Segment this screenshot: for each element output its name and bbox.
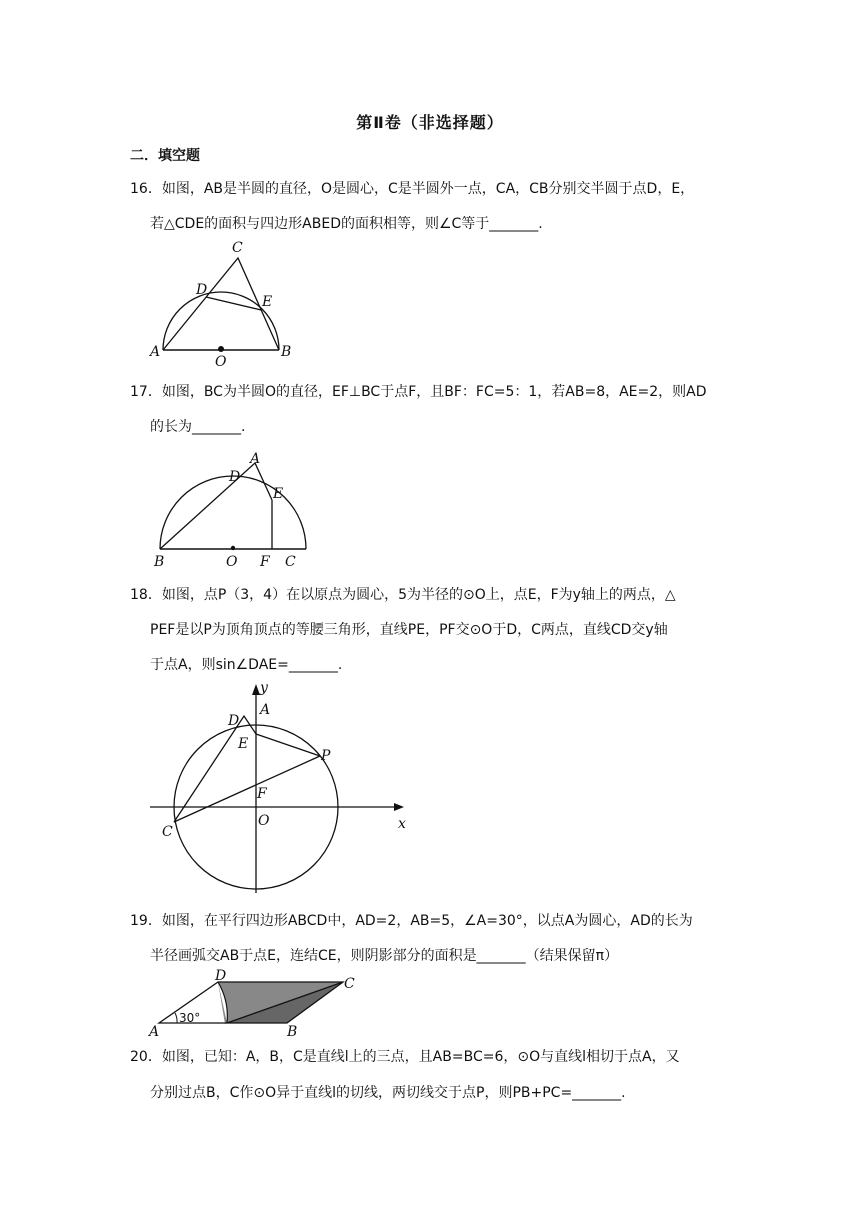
label-d: D <box>215 968 227 984</box>
question-16-line-1 <box>130 180 694 198</box>
figure-18 <box>140 678 420 898</box>
figure-19 <box>145 968 370 1038</box>
question-text: 如图，已知：A，B，C是直线l上的三点，且AB=BC=6，⊙O与直线l相切于点A，又 <box>161 1049 680 1065</box>
center-point <box>231 546 235 550</box>
question-number: 19． <box>130 913 162 929</box>
label-p: P <box>321 748 331 764</box>
question-text: 如图，AB是半圆的直径，O是圆心，C是半圆外一点，CA，CB分别交半圆于点D，E， <box>161 181 695 197</box>
question-19-line-1 <box>130 912 693 930</box>
label-c: C <box>285 554 296 570</box>
angle-arc <box>175 1013 177 1023</box>
label-e: E <box>262 294 273 310</box>
label-c: C <box>232 240 243 256</box>
label-a: A <box>260 702 271 718</box>
label-b: B <box>154 554 165 570</box>
y-axis-arrow <box>252 684 260 695</box>
label-x: x <box>398 816 406 832</box>
figure-17 <box>145 448 315 573</box>
label-o: O <box>258 813 270 829</box>
label-d: D <box>196 282 208 298</box>
label-a: A <box>150 344 161 360</box>
label-d: D <box>228 713 240 729</box>
label-d: D <box>229 469 241 485</box>
semicircle-arc <box>160 476 306 549</box>
question-20-line-1 <box>130 1048 680 1066</box>
question-17-line-2: 的长为_______. <box>150 419 246 435</box>
question-19-line-2: 半径画弧交AB于点E，连结CE，则阴影部分的面积是_______（结果保留π） <box>150 948 619 964</box>
section-heading: 二．填空题 <box>130 148 200 164</box>
label-b: B <box>287 1024 298 1040</box>
lines-cd-de <box>174 716 256 822</box>
question-18-line-1 <box>130 586 676 604</box>
page-title: 第Ⅱ卷（非选择题） <box>356 113 504 132</box>
label-angle: 30° <box>179 1011 201 1025</box>
label-o: O <box>226 554 238 570</box>
segment-de <box>206 297 261 310</box>
question-17-line-1 <box>130 383 707 401</box>
label-b: B <box>281 344 292 360</box>
question-number: 20． <box>130 1049 162 1065</box>
question-number: 16． <box>130 181 162 197</box>
label-f: F <box>260 554 270 570</box>
label-y: y <box>260 680 268 696</box>
figure-16 <box>140 238 320 370</box>
question-text: 如图，点P（3，4）在以原点为圆心，5为半径的⊙O上，点E，F为y轴上的两点，△ <box>161 587 676 603</box>
label-e: E <box>273 486 284 502</box>
label-e: E <box>238 736 249 752</box>
question-16-line-2: 若△CDE的面积与四边形ABED的面积相等，则∠C等于_______. <box>150 216 543 232</box>
question-number: 17． <box>130 384 162 400</box>
question-text: 如图，在平行四边形ABCD中，AD=2，AB=5，∠A=30°，以点A为圆心，AD的长为 <box>161 913 693 929</box>
lines-ba-ae <box>160 463 272 549</box>
label-c: C <box>344 976 355 992</box>
label-a: A <box>250 451 261 467</box>
question-18-line-3: 于点A，则sin∠DAE=_______. <box>150 657 343 673</box>
label-c: C <box>162 824 173 840</box>
label-a: A <box>149 1024 160 1040</box>
question-number: 18． <box>130 587 162 603</box>
question-18-line-2: PEF是以P为顶角顶点的等腰三角形，直线PE，PF交⊙O于D，C两点，直线CD交y轴 <box>150 622 668 638</box>
question-20-line-2: 分别过点B，C作⊙O异于直线l的切线，两切线交于点P，则PB+PC=_______. <box>150 1085 626 1101</box>
label-f: F <box>257 786 267 802</box>
label-o: O <box>215 354 227 370</box>
x-axis-arrow <box>394 803 404 811</box>
center-point <box>218 346 224 352</box>
question-text: 如图，BC为半圆O的直径，EF⊥BC于点F，且BF：FC=5：1，若AB=8，AE=2，则AD <box>161 384 707 400</box>
